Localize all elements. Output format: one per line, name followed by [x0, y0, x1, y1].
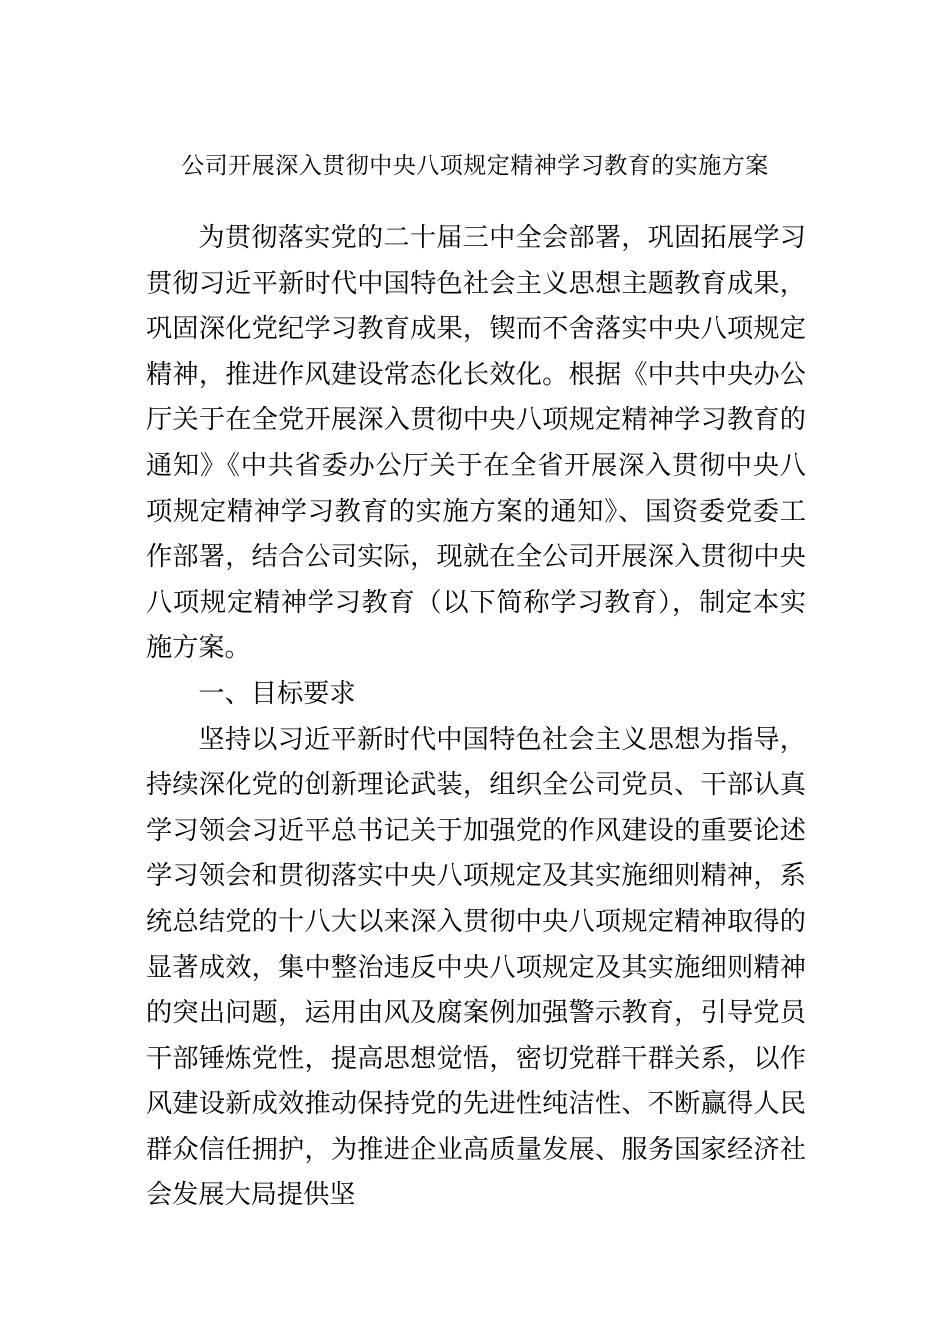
- document-title: 公司开展深入贯彻中央八项规定精神学习教育的实施方案: [181, 153, 769, 179]
- paragraph-goals: 坚持以习近平新时代中国特色社会主义思想为指导，持续深化党的创新理论武装，组织全公司党员、干部认真学习领会习近平总书记关于加强党的作风建设的重要论述学习领会和贯彻落实中央八项规定及其实施细则精神，系统总结党的十八大以来深入贯彻中央八项规定精神取得的显著成效，集中整治违反中央八项规定及其实施细则精神的突出问题，运用由风及腐案例加强警示教育，引导党员干部锤炼党性，提高思想觉悟，密切党群干群关系，以作风建设新成效推动保持党的先进性纯洁性、不断赢得人民群众信任拥护，为推进企业高质量发展、服务国家经济社会发展大局提供坚: [146, 724, 806, 1211]
- document-body: [146, 216, 806, 1219]
- section-heading-goals: 一、目标要求: [198, 678, 356, 709]
- paragraph-intro: 为贯彻落实党的二十届三中全会部署，巩固拓展学习贯彻习近平新时代中国特色社会主义思想主题教育成果，巩固深化党纪学习教育成果，锲而不舍落实中央八项规定精神，推进作风建设常态化长效化。根据《中共中央办公厅关于在全党开展深入贯彻中央八项规定精神学习教育的通知》《中共省委办公厅关于在全省开展深入贯彻中央八项规定精神学习教育的实施方案的通知》、国资委党委工作部署，结合公司实际，现就在全公司开展深入贯彻中央八项规定精神学习教育（以下简称学习教育），制定本实施方案。: [146, 223, 806, 664]
